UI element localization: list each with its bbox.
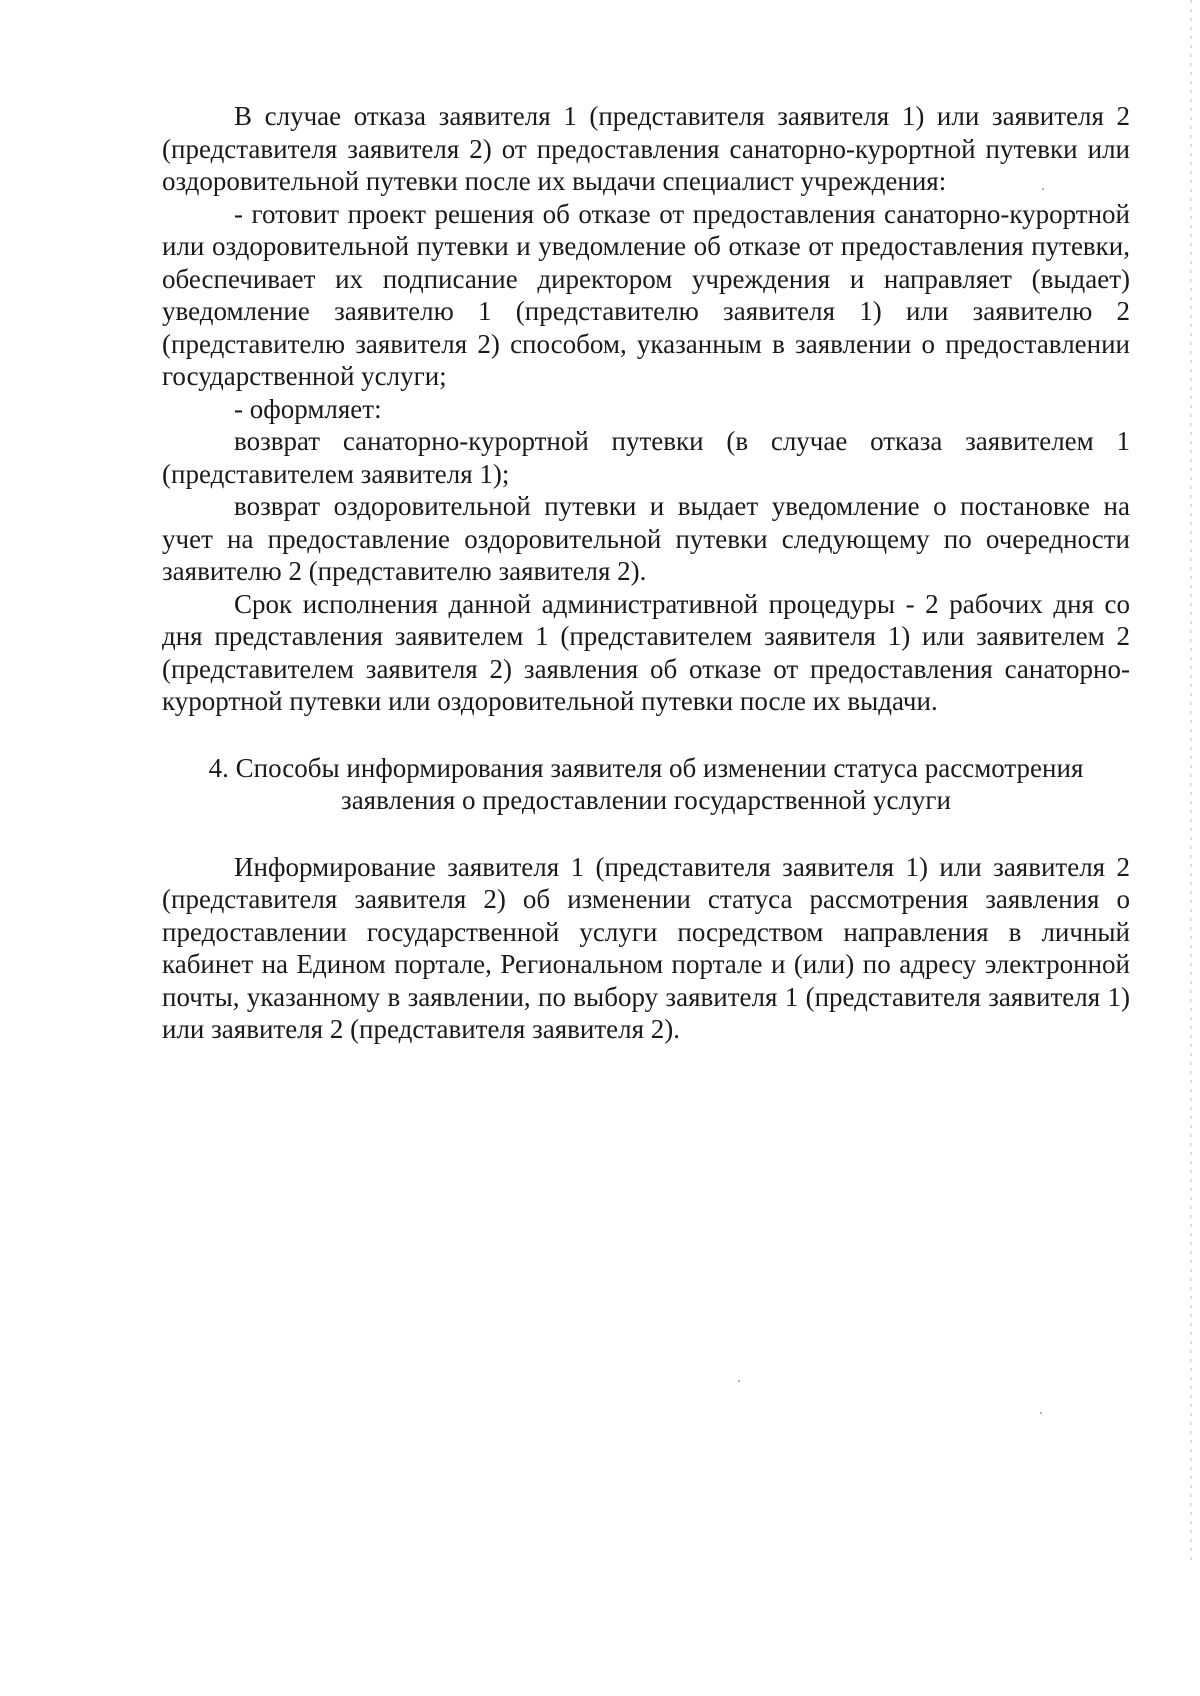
spacer	[162, 817, 1130, 851]
paragraph-deadline: Срок исполнения данной административной процедуры - 2 рабочих дня со дня представления заявителем 1 (представителем заявителя 1) или заявителем 2 (представителем заявителя 2) заявления об отказе от предоставления санаторно-курортной путевки или оздоровительной путевки после их выдачи.	[162, 588, 1130, 716]
paragraph-informing: Информирование заявителя 1 (представителя заявителя 1) или заявителя 2 (представителя заявителя 2) об изменении статуса рассмотрения заявления о предоставлении государственной услуги посредством направления в личный кабинет на Едином портале, Региональном портале и (или) по адресу электронной почты, указанному в заявлении, по выбору заявителя 1 (представителя заявителя 1) или заявителя 2 (представителя заявителя 2).	[162, 851, 1130, 1044]
paragraph-prepare-decision: - готовит проект решения об отказе от предоставления санаторно-курортной или оздоровительной путевки и уведомление об отказе от предоставления путевки, обеспечивает их подписание директором учреждения и направляет (выдает) уведомление заявителю 1 (представителю заявителя 1) или заявителю 2 (представителю заявителя 2) способом, указанным в заявлении о предоставлении государственной услуги;	[162, 198, 1130, 391]
scan-edge-artifact	[1190, 0, 1192, 1560]
spacer	[162, 718, 1130, 752]
scan-speck	[1042, 188, 1044, 190]
section-heading-line-1: 4. Способы информирования заявителя об изменении статуса рассмотрения	[208, 752, 1084, 783]
scan-speck	[738, 1380, 740, 1382]
section-heading-line-2: заявления о предоставлении государственной услуги	[341, 785, 951, 815]
document-body	[162, 100, 1130, 1046]
paragraph-return-health: возврат оздоровительной путевки и выдает уведомление о постановке на учет на предоставление оздоровительной путевки следующему по очередности заявителю 2 (представителю заявителя 2).	[162, 491, 1130, 586]
scan-speck	[1040, 1412, 1042, 1414]
paragraph-return-sanatorium: возврат санаторно-курортной путевки (в случае отказа заявителем 1 (представителем заявителя 1);	[162, 426, 1130, 489]
paragraph-formalizes: - оформляет:	[234, 393, 382, 424]
paragraph-refusal-intro: В случае отказа заявителя 1 (представителя заявителя 1) или заявителя 2 (представителя заявителя 2) от предоставления санаторно-курортной путевки или оздоровительной путевки после их выдачи специалист учреждения:	[162, 101, 1130, 196]
